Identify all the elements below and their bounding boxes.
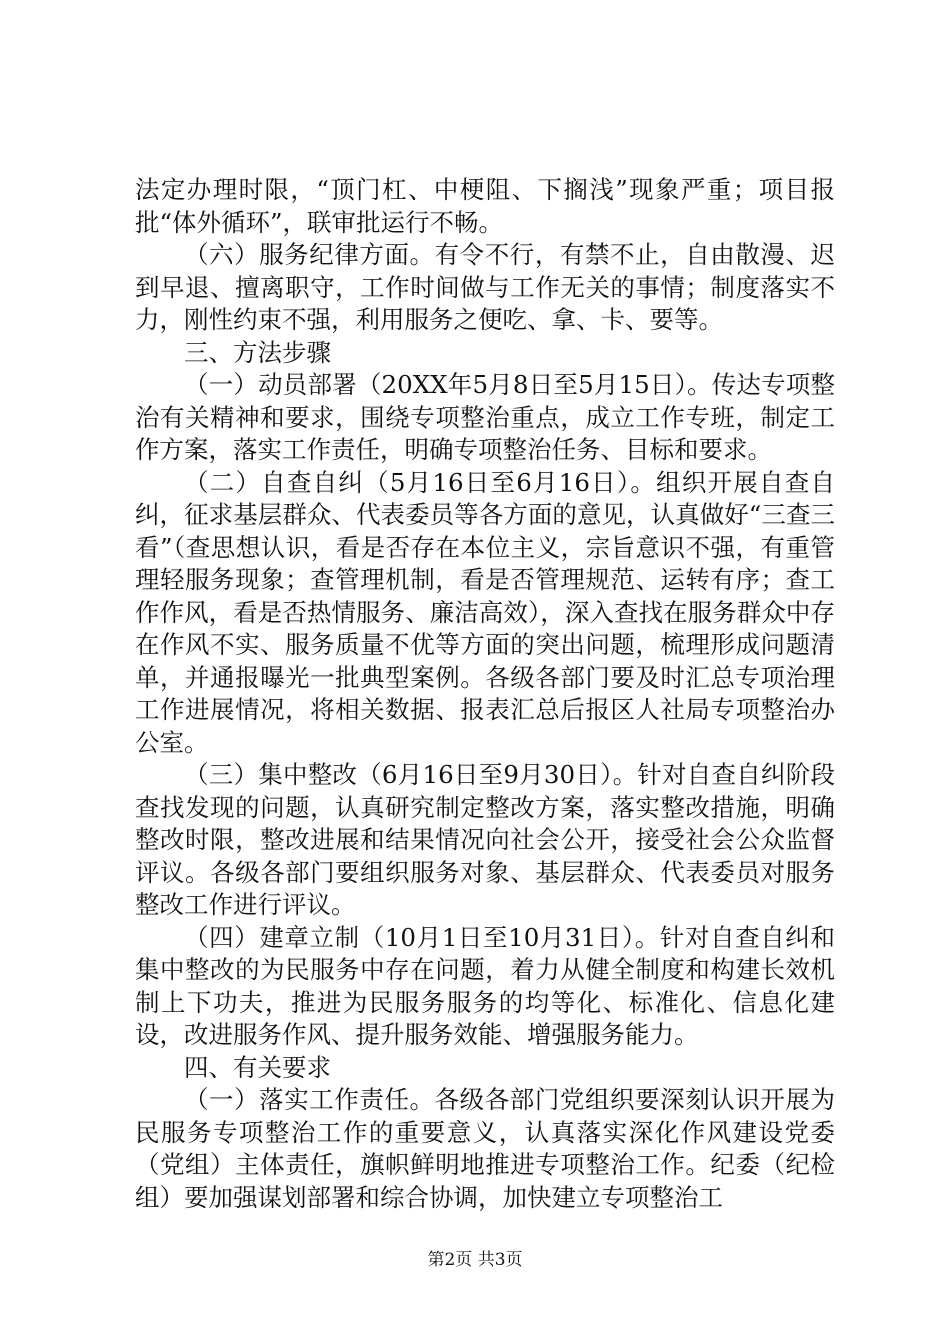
paragraph-self-inspection: （二）自查自纠（5月16日至6月16日）。组织开展自查自纠，征求基层群众、代表委员等各方面的意见，认真做好“三查三看”（查思想认识，看是否存在本位主义，宗旨意识不强，有重管理轻服务现象；查管理机制，看是否管理规范、运转有序；查工作作风，看是否热情服务、廉洁高效），深入查找在服务群众中存在作风不实、服务质量不优等方面的突出问题，梳理形成问题清单，并通报曝光一批典型案例。各级各部门要及时汇总专项治理工作进展情况，将相关数据、报表汇总后报区人社局专项整治办公室。 bbox=[135, 467, 835, 757]
paragraph-responsibility: （一）落实工作责任。各级各部门党组织要深刻认识开展为民服务专项整治工作的重要意义，认真落实深化作风建设党委（党组）主体责任，旗帜鲜明地推进专项整治工作。纪委（纪检组）要加强谋划部署和综合协调，加快建立专项整治工 bbox=[135, 1085, 835, 1212]
page-footer: 第2页 共3页 bbox=[427, 1250, 523, 1270]
section-heading-requirements: 四、有关要求 bbox=[184, 1052, 331, 1082]
section-heading-methods: 三、方法步骤 bbox=[184, 337, 331, 367]
paragraph-rectification: （三）集中整改（6月16日至9月30日）。针对自查自纠阶段查找发现的问题，认真研究制定整改方案，落实整改措施，明确整改时限，整改进展和结果情况向社会公开，接受社会公众监督评议。各级各部门要组织服务对象、基层群众、代表委员对服务整改工作进行评议。 bbox=[135, 760, 835, 919]
document-body bbox=[135, 174, 835, 1214]
paragraph-approval-delay: 法定办理时限，“顶门杠、中梗阻、下搁浅”现象严重；项目报批“体外循环”，联审批运行不畅。 bbox=[135, 175, 835, 237]
paragraph-institution-building: （四）建章立制（10月1日至10月31日）。针对自查自纠和集中整改的为民服务中存在问题，着力从健全制度和构建长效机制上下功夫，推进为民服务服务的均等化、标准化、信息化建设，改进服务作风、提升服务效能、增强服务能力。 bbox=[135, 922, 835, 1049]
paragraph-service-discipline: （六）服务纪律方面。有令不行，有禁不止，自由散漫、迟到早退、擅离职守，工作时间做与工作无关的事情；制度落实不力，刚性约束不强，利用服务之便吃、拿、卡、要等。 bbox=[135, 240, 835, 334]
paragraph-mobilization: （一）动员部署（20XX年5月8日至5月15日）。传达专项整治有关精神和要求，围绕专项整治重点，成立工作专班，制定工作方案，落实工作责任，明确专项整治任务、目标和要求。 bbox=[135, 370, 835, 464]
